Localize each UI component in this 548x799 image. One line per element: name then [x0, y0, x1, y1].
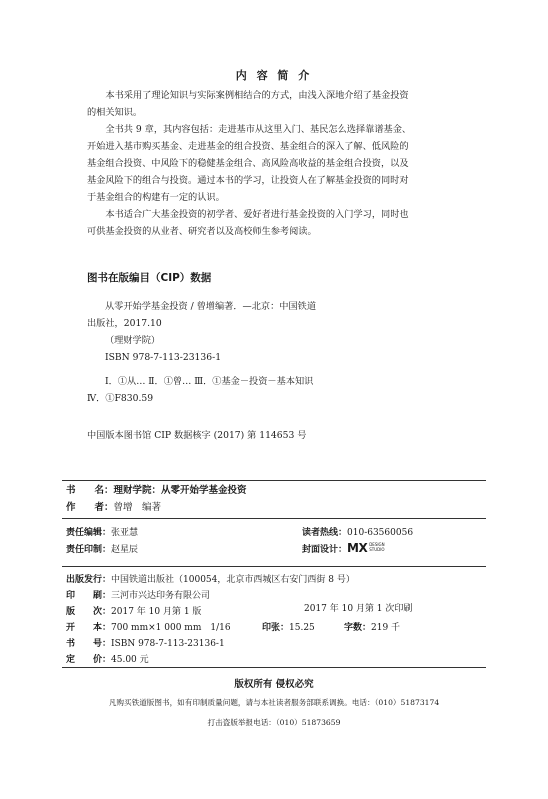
publisher-value: 中国铁道出版社（100054，北京市西城区右安门西街 8 号）	[111, 575, 355, 585]
edition-value: 2017 年 10 月第 1 版	[111, 607, 202, 617]
price-row	[66, 649, 149, 665]
edition-row	[66, 601, 201, 617]
sheets-label: 印张：	[262, 623, 290, 633]
text-line: 基金风险下的组合与投资。通过本书的学习，让投资人在了解基金投资的同时对	[87, 175, 409, 186]
sheets-row	[262, 617, 315, 633]
cip-classification	[87, 373, 313, 407]
book-title-row	[66, 482, 247, 500]
printer-label: 印 刷：	[66, 591, 112, 601]
cip-heading: 图书在版编目（CIP）数据	[87, 272, 212, 284]
format-value: 700 mm×1 000 mm 1/16	[111, 623, 231, 633]
cip-line: 出版社，2017.10	[87, 318, 162, 329]
format-row	[66, 617, 231, 633]
summary-paragraph-1	[87, 87, 465, 121]
cip-line: （理财学院）	[105, 335, 161, 346]
text-line: 可供基金投资的从业者、研究者以及高校师生参考阅读。	[87, 226, 317, 237]
summary-paragraph-2	[87, 121, 465, 206]
printer-row	[66, 585, 210, 601]
text-line: 基金组合投资、中风险下的稳健基金组合、高风险高收益的基金组合投资，以及	[87, 158, 409, 169]
summary-title: 内 容 简 介	[235, 69, 313, 82]
divider	[62, 518, 486, 519]
isbn-row	[66, 633, 225, 649]
text-line: 本书采用了理论知识与实际案例相结合的方式，由浅入深地介绍了基金投资	[105, 90, 409, 101]
divider	[62, 480, 486, 481]
text-line: 于基金组合的构建有一定的认识。	[87, 192, 225, 203]
print-manager-value: 赵星辰	[111, 545, 139, 555]
cip-line: ISBN 978-7-113-23136-1	[105, 352, 222, 363]
print-impression: 2017 年 10 月第 1 次印刷	[304, 604, 413, 614]
copyright-notice: 版权所有 侵权必究	[234, 679, 314, 690]
publisher-label: 出版发行：	[66, 575, 112, 585]
hotline-row	[302, 522, 413, 538]
cip-line: 从零开始学基金投资 / 曾增编著．—北京：中国铁道	[105, 301, 317, 312]
text-line: 开始进入基市购买基金、走进基金的组合投资、基金组合的深入了解、低风险的	[87, 141, 409, 152]
author-label: 作 者：	[66, 502, 114, 513]
design-studio-logo-subtitle: DESIGN STUDIO	[369, 542, 385, 552]
edition-label: 版 次：	[66, 607, 112, 617]
design-studio-logo: MX	[347, 541, 368, 555]
hotline-value: 010-63560056	[347, 528, 414, 538]
divider	[62, 667, 486, 668]
print-manager-label: 责任印制：	[66, 545, 112, 555]
cover-design-label: 封面设计：	[302, 545, 348, 555]
cip-line: Ⅰ．①从… Ⅱ．①曾… Ⅲ．①基金－投资－基本知识	[105, 376, 314, 387]
print-manager-row	[66, 539, 138, 555]
isbn-label: 书 号：	[66, 639, 112, 649]
price-value: 45.00 元	[111, 655, 149, 665]
sheets-value: 15.25	[289, 623, 315, 633]
author-value: 曾增 编著	[113, 502, 162, 513]
divider	[62, 566, 486, 567]
text-line: 本书适合广大基金投资的初学者、爱好者进行基金投资的入门学习，同时也	[105, 209, 409, 220]
publisher-row	[66, 569, 355, 585]
cip-line: Ⅳ．①F830.59	[87, 393, 154, 404]
format-label: 开 本：	[66, 623, 112, 633]
quality-notice: 凡购买铁道版图书，如有印制质量问题，请与本社读者服务部联系调换。电话：（010）51873174	[108, 698, 440, 707]
cip-record	[87, 298, 316, 366]
hotline-label: 读者热线：	[302, 528, 348, 538]
word-count-label: 字数：	[344, 623, 372, 633]
book-title-value: 理财学院：从零开始学基金投资	[113, 485, 247, 496]
cip-verify: 中国版本图书馆 CIP 数据核字 (2017) 第 114653 号	[87, 430, 307, 441]
book-title-label: 书 名：	[66, 485, 114, 496]
cover-design-row	[302, 539, 385, 555]
author-row	[66, 499, 161, 517]
editor-row	[66, 522, 138, 538]
text-line: 的相关知识。	[87, 107, 143, 118]
anti-piracy-hotline: 打击盗版举报电话：（010）51873659	[207, 718, 341, 727]
text-line: 全书共 9 章，其内容包括：走进基市从这里入门、基民怎么选择靠谱基金、	[105, 124, 412, 135]
price-label: 定 价：	[66, 655, 112, 665]
summary-paragraph-3	[87, 206, 465, 240]
editor-value: 张亚慧	[111, 528, 139, 538]
editor-label: 责任编辑：	[66, 528, 112, 538]
word-count-value: 219 千	[371, 623, 401, 633]
isbn-value: ISBN 978-7-113-23136-1	[111, 639, 225, 649]
printer-value: 三河市兴达印务有限公司	[111, 591, 211, 601]
word-count-row	[344, 617, 400, 633]
